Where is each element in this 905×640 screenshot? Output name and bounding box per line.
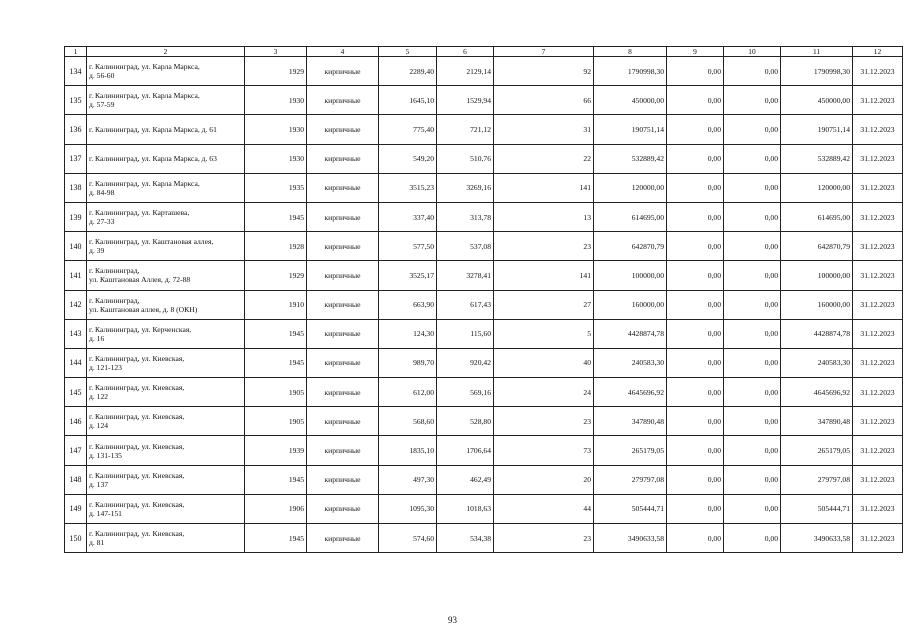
residents-count-cell: 23 — [494, 407, 594, 436]
living-area-cell: 537,08 — [437, 232, 494, 261]
table-row — [65, 494, 903, 523]
year-built-cell: 1945 — [245, 465, 307, 494]
address-cell: г. Калининград, ул. Карташева, д. 27-33 — [87, 202, 245, 231]
address-cell: г. Калининград, ул. Киевская, д. 121-123 — [87, 348, 245, 377]
deadline-cell: 31.12.2023 — [853, 407, 903, 436]
owner-cost-cell: 160000,00 — [781, 290, 853, 319]
other-cost-cell: 0,00 — [724, 348, 781, 377]
year-built-cell: 1935 — [245, 173, 307, 202]
year-built-cell: 1945 — [245, 319, 307, 348]
living-area-cell: 721,12 — [437, 115, 494, 144]
table-row — [65, 319, 903, 348]
owner-cost-cell: 614695,00 — [781, 202, 853, 231]
living-area-cell: 528,80 — [437, 407, 494, 436]
address-cell: г. Калининград, ул. Карла Маркса, д. 84-98 — [87, 173, 245, 202]
total-area-cell: 1095,30 — [379, 494, 437, 523]
column-header: 9 — [667, 47, 724, 57]
address-cell: г. Калининград, ул. Карла Маркса, д. 61 — [87, 115, 245, 144]
other-cost-cell: 0,00 — [724, 407, 781, 436]
owner-cost-cell: 265179,05 — [781, 436, 853, 465]
owner-cost-cell: 100000,00 — [781, 261, 853, 290]
row-number-cell: 141 — [65, 261, 87, 290]
residents-count-cell: 66 — [494, 86, 594, 115]
address-cell: г. Калининград, ул. Карла Маркса, д. 63 — [87, 144, 245, 173]
table-row — [65, 524, 903, 553]
total-area-cell: 337,40 — [379, 202, 437, 231]
residents-count-cell: 73 — [494, 436, 594, 465]
deadline-cell: 31.12.2023 — [853, 494, 903, 523]
total-area-cell: 568,60 — [379, 407, 437, 436]
deadline-cell: 31.12.2023 — [853, 57, 903, 86]
table-row — [65, 86, 903, 115]
wall-material-cell: кирпичные — [307, 524, 379, 553]
wall-material-cell: кирпичные — [307, 290, 379, 319]
table-row — [65, 348, 903, 377]
other-cost-cell: 0,00 — [724, 494, 781, 523]
other-cost-cell: 0,00 — [724, 319, 781, 348]
other-cost-cell: 0,00 — [724, 173, 781, 202]
residents-count-cell: 141 — [494, 261, 594, 290]
address-cell: г. Калининград, ул. Керченская, д. 16 — [87, 319, 245, 348]
wall-material-cell: кирпичные — [307, 436, 379, 465]
total-area-cell: 1645,10 — [379, 86, 437, 115]
wall-material-cell: кирпичные — [307, 348, 379, 377]
fund-cost-cell: 0,00 — [667, 144, 724, 173]
column-header: 7 — [494, 47, 594, 57]
table-row — [65, 202, 903, 231]
year-built-cell: 1945 — [245, 524, 307, 553]
other-cost-cell: 0,00 — [724, 436, 781, 465]
total-area-cell: 549,20 — [379, 144, 437, 173]
owner-cost-cell: 190751,14 — [781, 115, 853, 144]
wall-material-cell: кирпичные — [307, 494, 379, 523]
other-cost-cell: 0,00 — [724, 144, 781, 173]
wall-material-cell: кирпичные — [307, 261, 379, 290]
row-number-cell: 146 — [65, 407, 87, 436]
other-cost-cell: 0,00 — [724, 290, 781, 319]
address-cell: г. Калининград, ул. Карла Маркса, д. 56-60 — [87, 57, 245, 86]
living-area-cell: 313,78 — [437, 202, 494, 231]
table-body — [65, 57, 903, 553]
column-number-row — [65, 47, 903, 57]
other-cost-cell: 0,00 — [724, 465, 781, 494]
row-number-cell: 147 — [65, 436, 87, 465]
column-header: 5 — [379, 47, 437, 57]
total-cost-cell: 4645696,92 — [594, 378, 667, 407]
deadline-cell: 31.12.2023 — [853, 202, 903, 231]
address-cell: г. Калининград, ул. Киевская, д. 81 — [87, 524, 245, 553]
total-area-cell: 1835,10 — [379, 436, 437, 465]
table-row — [65, 261, 903, 290]
row-number-cell: 139 — [65, 202, 87, 231]
year-built-cell: 1945 — [245, 348, 307, 377]
total-cost-cell: 532889,42 — [594, 144, 667, 173]
fund-cost-cell: 0,00 — [667, 348, 724, 377]
wall-material-cell: кирпичные — [307, 144, 379, 173]
owner-cost-cell: 450000,00 — [781, 86, 853, 115]
fund-cost-cell: 0,00 — [667, 57, 724, 86]
housing-registry-table — [64, 46, 903, 553]
deadline-cell: 31.12.2023 — [853, 232, 903, 261]
year-built-cell: 1905 — [245, 407, 307, 436]
address-cell: г. Калининград, ул. Каштановая Аллея, д. 72-88 — [87, 261, 245, 290]
living-area-cell: 569,16 — [437, 378, 494, 407]
living-area-cell: 920,42 — [437, 348, 494, 377]
year-built-cell: 1905 — [245, 378, 307, 407]
deadline-cell: 31.12.2023 — [853, 290, 903, 319]
table-row — [65, 144, 903, 173]
residents-count-cell: 13 — [494, 202, 594, 231]
table-row — [65, 436, 903, 465]
total-cost-cell: 279797,08 — [594, 465, 667, 494]
wall-material-cell: кирпичные — [307, 202, 379, 231]
owner-cost-cell: 505444,71 — [781, 494, 853, 523]
living-area-cell: 462,49 — [437, 465, 494, 494]
row-number-cell: 137 — [65, 144, 87, 173]
year-built-cell: 1928 — [245, 232, 307, 261]
fund-cost-cell: 0,00 — [667, 494, 724, 523]
total-area-cell: 3525,17 — [379, 261, 437, 290]
table-row — [65, 232, 903, 261]
address-cell: г. Калининград, ул. Карла Маркса, д. 57-59 — [87, 86, 245, 115]
total-area-cell: 663,90 — [379, 290, 437, 319]
table-row — [65, 290, 903, 319]
total-cost-cell: 642870,79 — [594, 232, 667, 261]
living-area-cell: 1018,63 — [437, 494, 494, 523]
deadline-cell: 31.12.2023 — [853, 261, 903, 290]
total-area-cell: 124,30 — [379, 319, 437, 348]
fund-cost-cell: 0,00 — [667, 524, 724, 553]
other-cost-cell: 0,00 — [724, 261, 781, 290]
total-area-cell: 577,50 — [379, 232, 437, 261]
row-number-cell: 142 — [65, 290, 87, 319]
total-area-cell: 775,40 — [379, 115, 437, 144]
other-cost-cell: 0,00 — [724, 57, 781, 86]
address-cell: г. Калининград, ул. Киевская, д. 131-135 — [87, 436, 245, 465]
address-cell: г. Калининград, ул. Киевская, д. 147-151 — [87, 494, 245, 523]
owner-cost-cell: 120000,00 — [781, 173, 853, 202]
row-number-cell: 149 — [65, 494, 87, 523]
year-built-cell: 1939 — [245, 436, 307, 465]
row-number-cell: 145 — [65, 378, 87, 407]
other-cost-cell: 0,00 — [724, 115, 781, 144]
other-cost-cell: 0,00 — [724, 86, 781, 115]
year-built-cell: 1945 — [245, 202, 307, 231]
address-cell: г. Калининград, ул. Киевская, д. 124 — [87, 407, 245, 436]
owner-cost-cell: 240583,30 — [781, 348, 853, 377]
deadline-cell: 31.12.2023 — [853, 144, 903, 173]
fund-cost-cell: 0,00 — [667, 319, 724, 348]
total-cost-cell: 160000,00 — [594, 290, 667, 319]
total-area-cell: 2289,40 — [379, 57, 437, 86]
column-header: 8 — [594, 47, 667, 57]
deadline-cell: 31.12.2023 — [853, 436, 903, 465]
living-area-cell: 617,43 — [437, 290, 494, 319]
residents-count-cell: 20 — [494, 465, 594, 494]
column-header: 6 — [437, 47, 494, 57]
living-area-cell: 3269,16 — [437, 173, 494, 202]
total-cost-cell: 1790998,30 — [594, 57, 667, 86]
deadline-cell: 31.12.2023 — [853, 173, 903, 202]
table-row — [65, 465, 903, 494]
total-area-cell: 3515,23 — [379, 173, 437, 202]
residents-count-cell: 92 — [494, 57, 594, 86]
fund-cost-cell: 0,00 — [667, 436, 724, 465]
deadline-cell: 31.12.2023 — [853, 524, 903, 553]
year-built-cell: 1930 — [245, 86, 307, 115]
column-header: 3 — [245, 47, 307, 57]
row-number-cell: 143 — [65, 319, 87, 348]
owner-cost-cell: 1790998,30 — [781, 57, 853, 86]
owner-cost-cell: 279797,08 — [781, 465, 853, 494]
table-row — [65, 115, 903, 144]
year-built-cell: 1930 — [245, 115, 307, 144]
other-cost-cell: 0,00 — [724, 524, 781, 553]
deadline-cell: 31.12.2023 — [853, 319, 903, 348]
residents-count-cell: 23 — [494, 232, 594, 261]
fund-cost-cell: 0,00 — [667, 290, 724, 319]
other-cost-cell: 0,00 — [724, 202, 781, 231]
owner-cost-cell: 4428874,78 — [781, 319, 853, 348]
fund-cost-cell: 0,00 — [667, 378, 724, 407]
table-row — [65, 57, 903, 86]
row-number-cell: 148 — [65, 465, 87, 494]
column-header: 10 — [724, 47, 781, 57]
year-built-cell: 1906 — [245, 494, 307, 523]
residents-count-cell: 22 — [494, 144, 594, 173]
total-cost-cell: 614695,00 — [594, 202, 667, 231]
total-area-cell: 497,30 — [379, 465, 437, 494]
living-area-cell: 115,60 — [437, 319, 494, 348]
wall-material-cell: кирпичные — [307, 465, 379, 494]
address-cell: г. Калининград, ул. Киевская, д. 122 — [87, 378, 245, 407]
year-built-cell: 1929 — [245, 57, 307, 86]
fund-cost-cell: 0,00 — [667, 465, 724, 494]
residents-count-cell: 24 — [494, 378, 594, 407]
residents-count-cell: 40 — [494, 348, 594, 377]
table-row — [65, 407, 903, 436]
total-cost-cell: 120000,00 — [594, 173, 667, 202]
other-cost-cell: 0,00 — [724, 232, 781, 261]
owner-cost-cell: 4645696,92 — [781, 378, 853, 407]
wall-material-cell: кирпичные — [307, 86, 379, 115]
column-header: 11 — [781, 47, 853, 57]
column-header: 4 — [307, 47, 379, 57]
residents-count-cell: 31 — [494, 115, 594, 144]
year-built-cell: 1929 — [245, 261, 307, 290]
address-cell: г. Калининград, ул. Каштановая аллея, д. 8 (ОКН) — [87, 290, 245, 319]
other-cost-cell: 0,00 — [724, 378, 781, 407]
total-cost-cell: 190751,14 — [594, 115, 667, 144]
column-header: 2 — [87, 47, 245, 57]
row-number-cell: 134 — [65, 57, 87, 86]
deadline-cell: 31.12.2023 — [853, 378, 903, 407]
table-row — [65, 378, 903, 407]
total-cost-cell: 3490633,58 — [594, 524, 667, 553]
living-area-cell: 3278,41 — [437, 261, 494, 290]
table-row — [65, 173, 903, 202]
residents-count-cell: 44 — [494, 494, 594, 523]
fund-cost-cell: 0,00 — [667, 86, 724, 115]
total-area-cell: 574,60 — [379, 524, 437, 553]
living-area-cell: 2129,14 — [437, 57, 494, 86]
total-cost-cell: 240583,30 — [594, 348, 667, 377]
total-cost-cell: 4428874,78 — [594, 319, 667, 348]
total-area-cell: 989,70 — [379, 348, 437, 377]
row-number-cell: 138 — [65, 173, 87, 202]
fund-cost-cell: 0,00 — [667, 232, 724, 261]
row-number-cell: 140 — [65, 232, 87, 261]
wall-material-cell: кирпичные — [307, 115, 379, 144]
deadline-cell: 31.12.2023 — [853, 348, 903, 377]
fund-cost-cell: 0,00 — [667, 202, 724, 231]
fund-cost-cell: 0,00 — [667, 261, 724, 290]
year-built-cell: 1930 — [245, 144, 307, 173]
wall-material-cell: кирпичные — [307, 378, 379, 407]
fund-cost-cell: 0,00 — [667, 173, 724, 202]
total-cost-cell: 450000,00 — [594, 86, 667, 115]
wall-material-cell: кирпичные — [307, 57, 379, 86]
row-number-cell: 135 — [65, 86, 87, 115]
column-header: 12 — [853, 47, 903, 57]
residents-count-cell: 5 — [494, 319, 594, 348]
total-area-cell: 612,00 — [379, 378, 437, 407]
column-header: 1 — [65, 47, 87, 57]
fund-cost-cell: 0,00 — [667, 407, 724, 436]
total-cost-cell: 100000,00 — [594, 261, 667, 290]
address-cell: г. Калининград, ул. Каштановая аллея, д. 39 — [87, 232, 245, 261]
address-cell: г. Калининград, ул. Киевская, д. 137 — [87, 465, 245, 494]
wall-material-cell: кирпичные — [307, 232, 379, 261]
year-built-cell: 1910 — [245, 290, 307, 319]
deadline-cell: 31.12.2023 — [853, 115, 903, 144]
residents-count-cell: 23 — [494, 524, 594, 553]
owner-cost-cell: 642870,79 — [781, 232, 853, 261]
deadline-cell: 31.12.2023 — [853, 86, 903, 115]
owner-cost-cell: 347890,48 — [781, 407, 853, 436]
fund-cost-cell: 0,00 — [667, 115, 724, 144]
row-number-cell: 144 — [65, 348, 87, 377]
residents-count-cell: 141 — [494, 173, 594, 202]
wall-material-cell: кирпичные — [307, 173, 379, 202]
wall-material-cell: кирпичные — [307, 319, 379, 348]
living-area-cell: 1529,94 — [437, 86, 494, 115]
living-area-cell: 534,38 — [437, 524, 494, 553]
page-number: 93 — [448, 615, 457, 625]
deadline-cell: 31.12.2023 — [853, 465, 903, 494]
residents-count-cell: 27 — [494, 290, 594, 319]
living-area-cell: 510,76 — [437, 144, 494, 173]
total-cost-cell: 265179,05 — [594, 436, 667, 465]
owner-cost-cell: 532889,42 — [781, 144, 853, 173]
owner-cost-cell: 3490633,58 — [781, 524, 853, 553]
wall-material-cell: кирпичные — [307, 407, 379, 436]
row-number-cell: 136 — [65, 115, 87, 144]
total-cost-cell: 347890,48 — [594, 407, 667, 436]
row-number-cell: 150 — [65, 524, 87, 553]
total-cost-cell: 505444,71 — [594, 494, 667, 523]
living-area-cell: 1706,64 — [437, 436, 494, 465]
